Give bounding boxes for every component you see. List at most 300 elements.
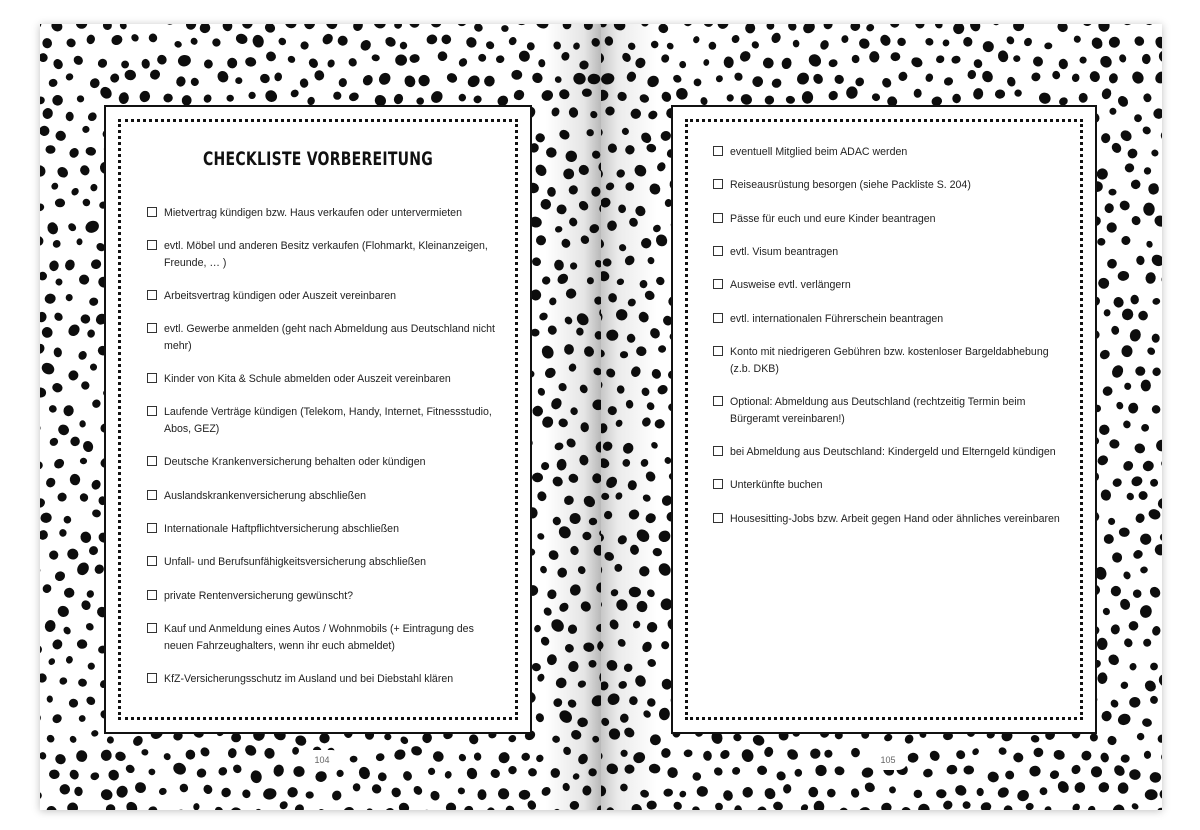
pattern-dot xyxy=(762,786,777,801)
pattern-dot xyxy=(833,73,845,85)
pattern-dot xyxy=(40,672,48,684)
checkbox[interactable] xyxy=(147,490,157,500)
pattern-dot xyxy=(683,24,692,27)
checkbox[interactable] xyxy=(147,590,157,600)
checkbox[interactable] xyxy=(147,456,157,466)
pattern-dot xyxy=(976,788,983,796)
pattern-dot xyxy=(601,24,608,29)
pattern-dot xyxy=(1079,56,1087,64)
pattern-dot xyxy=(972,57,984,69)
pattern-dot xyxy=(621,127,630,136)
pattern-dot xyxy=(227,58,238,69)
pattern-dot xyxy=(871,92,882,102)
pattern-dot xyxy=(645,73,661,89)
pattern-dot xyxy=(1148,585,1162,600)
pattern-dot xyxy=(1133,113,1143,123)
pattern-dot xyxy=(173,40,182,49)
pattern-dot xyxy=(90,258,103,270)
pattern-dot xyxy=(1081,24,1093,27)
pattern-dot xyxy=(658,707,670,721)
pattern-dot xyxy=(1154,543,1162,556)
checkbox[interactable] xyxy=(713,246,723,256)
pattern-dot xyxy=(997,49,1010,63)
pattern-dot xyxy=(548,297,557,307)
pattern-dot xyxy=(554,676,569,690)
checkbox[interactable] xyxy=(147,523,157,533)
book-spread xyxy=(40,24,1162,810)
pattern-dot xyxy=(1111,325,1120,335)
pattern-dot xyxy=(533,162,548,178)
pattern-dot xyxy=(649,734,661,746)
pattern-dot xyxy=(552,40,562,50)
checkbox[interactable] xyxy=(713,179,723,189)
pattern-dot xyxy=(935,54,946,64)
pattern-dot xyxy=(740,747,756,764)
pattern-dot xyxy=(114,750,127,762)
pattern-dot xyxy=(303,24,315,30)
pattern-dot xyxy=(118,92,130,105)
checkbox[interactable] xyxy=(147,556,157,566)
pattern-dot xyxy=(1128,696,1141,708)
pattern-dot xyxy=(1118,782,1129,794)
pattern-dot xyxy=(880,76,893,89)
pattern-dot xyxy=(78,492,90,504)
pattern-dot xyxy=(262,787,277,801)
pattern-dot xyxy=(478,54,486,62)
pattern-dot xyxy=(330,789,343,802)
pattern-dot xyxy=(222,24,233,32)
pattern-dot xyxy=(63,258,76,272)
checklist-item-label: Unterkünfte buchen xyxy=(730,479,823,491)
pattern-dot xyxy=(650,367,663,380)
pattern-dot xyxy=(40,790,43,801)
pattern-dot xyxy=(1147,508,1162,522)
pattern-dot xyxy=(672,73,683,84)
pattern-dot xyxy=(235,32,249,45)
pattern-dot xyxy=(878,33,892,48)
pattern-dot xyxy=(96,57,109,70)
pattern-dot xyxy=(579,599,593,613)
pattern-dot xyxy=(601,168,604,180)
pattern-dot xyxy=(580,422,589,433)
pattern-dot xyxy=(584,24,593,30)
pattern-dot xyxy=(542,606,553,617)
pattern-dot xyxy=(1087,805,1097,810)
pattern-dot xyxy=(714,74,724,84)
pattern-dot xyxy=(40,387,47,399)
pattern-dot xyxy=(646,143,658,154)
pattern-dot xyxy=(1012,751,1025,763)
pattern-dot xyxy=(1103,533,1115,545)
pattern-dot xyxy=(48,260,60,273)
pattern-dot xyxy=(456,24,468,27)
pattern-dot xyxy=(636,600,649,613)
pattern-dot xyxy=(702,24,716,29)
pattern-dot xyxy=(655,275,666,286)
pattern-dot xyxy=(496,786,512,802)
pattern-dot xyxy=(654,232,669,248)
checkbox[interactable] xyxy=(713,396,723,406)
pattern-dot xyxy=(1145,789,1158,800)
page-number-left: 104 xyxy=(302,750,342,770)
pattern-dot xyxy=(540,414,555,429)
pattern-dot xyxy=(813,763,828,778)
pattern-dot xyxy=(251,34,265,49)
checkbox[interactable] xyxy=(147,207,157,217)
pattern-dot xyxy=(47,549,60,562)
pattern-dot xyxy=(250,769,263,784)
checkbox[interactable] xyxy=(713,513,723,523)
pattern-dot xyxy=(582,345,595,359)
pattern-dot xyxy=(601,640,604,651)
pattern-dot xyxy=(534,132,545,143)
pattern-dot xyxy=(745,24,756,34)
pattern-dot xyxy=(657,24,670,35)
checkbox[interactable] xyxy=(147,623,157,633)
pattern-dot xyxy=(465,766,478,780)
pattern-dot xyxy=(718,748,731,761)
pattern-dot xyxy=(764,95,775,106)
pattern-dot xyxy=(131,734,145,748)
pattern-dot xyxy=(393,24,403,30)
pattern-dot xyxy=(326,58,336,68)
pattern-dot xyxy=(68,768,80,781)
pattern-dot xyxy=(472,94,482,104)
pattern-dot xyxy=(540,344,556,361)
pattern-dot xyxy=(623,254,637,268)
pattern-dot xyxy=(631,750,646,765)
pattern-dot xyxy=(620,51,632,63)
pattern-dot xyxy=(264,50,278,63)
pattern-dot xyxy=(119,24,128,30)
pattern-dot xyxy=(567,183,580,196)
pattern-dot xyxy=(533,624,542,633)
checklist-item-label: Reiseausrüstung besorgen (siehe Packliste S. 204) xyxy=(730,179,971,191)
checkbox[interactable] xyxy=(147,373,157,383)
pattern-dot xyxy=(980,801,993,810)
pattern-dot xyxy=(565,437,578,450)
pattern-dot xyxy=(65,801,80,810)
pattern-dot xyxy=(577,717,588,727)
pattern-dot xyxy=(645,588,656,599)
pattern-dot xyxy=(1090,733,1098,741)
pattern-dot xyxy=(526,41,536,51)
pattern-dot xyxy=(1037,90,1053,105)
pattern-dot xyxy=(1015,788,1031,803)
checklist-item-label: evtl. Möbel und anderen Besitz verkaufen (Flohmarkt, Kleinanzeigen, Freunde, … ) xyxy=(164,240,488,269)
pattern-dot xyxy=(933,24,944,30)
pattern-dot xyxy=(532,473,543,483)
pattern-dot xyxy=(79,420,86,427)
pattern-dot xyxy=(121,60,130,69)
pattern-dot xyxy=(888,24,901,30)
pattern-dot xyxy=(530,71,544,85)
pattern-dot xyxy=(148,68,162,82)
pattern-dot xyxy=(516,24,527,25)
pattern-dot xyxy=(616,278,625,286)
pattern-dot xyxy=(550,106,561,117)
pattern-dot xyxy=(549,396,564,411)
pattern-dot xyxy=(184,24,197,31)
pattern-dot xyxy=(40,608,41,618)
pattern-dot xyxy=(625,70,637,83)
pattern-dot xyxy=(1118,128,1133,143)
pattern-dot xyxy=(48,769,60,780)
pattern-dot xyxy=(46,221,60,236)
pattern-dot xyxy=(78,273,90,285)
pattern-dot xyxy=(756,805,767,810)
pattern-dot xyxy=(335,768,345,778)
pattern-dot xyxy=(582,785,592,796)
pattern-dot xyxy=(555,272,570,286)
pattern-dot xyxy=(624,764,635,774)
pattern-dot xyxy=(1124,162,1135,173)
pattern-dot xyxy=(457,787,465,795)
pattern-dot xyxy=(217,765,229,777)
pattern-dot xyxy=(794,769,802,777)
pattern-dot xyxy=(601,196,612,209)
pattern-dot xyxy=(811,72,825,86)
pattern-dot xyxy=(751,733,766,748)
pattern-dot xyxy=(627,508,641,522)
pattern-dot xyxy=(76,750,87,762)
pattern-dot xyxy=(74,786,83,796)
pattern-dot xyxy=(712,766,724,778)
pattern-dot xyxy=(77,639,88,649)
checkbox[interactable] xyxy=(713,346,723,356)
pattern-dot xyxy=(806,52,823,69)
pattern-dot xyxy=(377,71,393,87)
pattern-dot xyxy=(1071,73,1080,82)
pattern-dot xyxy=(1048,769,1060,781)
checkbox[interactable] xyxy=(147,323,157,333)
pattern-dot xyxy=(770,31,783,44)
pattern-dot xyxy=(741,785,755,799)
checklist-item-label: Unfall- und Berufsunfähigkeitsversicherung abschließen xyxy=(164,556,427,568)
pattern-dot xyxy=(40,713,42,722)
pattern-dot xyxy=(124,69,136,80)
pattern-dot xyxy=(1118,199,1132,212)
pattern-dot xyxy=(652,223,663,234)
pattern-dot xyxy=(41,582,53,594)
pattern-dot xyxy=(730,33,741,44)
pattern-dot xyxy=(854,76,866,88)
pattern-dot xyxy=(440,33,453,46)
checkbox[interactable] xyxy=(147,673,157,683)
pattern-dot xyxy=(589,110,599,120)
pattern-dot xyxy=(569,261,579,271)
pattern-dot xyxy=(219,786,232,799)
pattern-dot xyxy=(552,696,564,708)
pattern-dot xyxy=(85,589,95,599)
checklist-item-label: eventuell Mitglied beim ADAC werden xyxy=(730,146,908,158)
pattern-dot xyxy=(645,696,657,708)
checkbox[interactable] xyxy=(147,406,157,416)
pattern-dot xyxy=(849,24,862,33)
pattern-dot xyxy=(1121,235,1131,245)
pattern-dot xyxy=(907,752,919,763)
pattern-dot xyxy=(81,197,92,208)
pattern-dot xyxy=(1109,698,1120,709)
pattern-dot xyxy=(507,765,518,776)
pattern-dot xyxy=(1090,36,1105,51)
pattern-dot xyxy=(590,37,601,49)
pattern-dot xyxy=(40,124,51,138)
pattern-dot xyxy=(1141,459,1155,473)
pattern-dot xyxy=(601,50,606,66)
pattern-dot xyxy=(278,800,289,810)
pattern-dot xyxy=(1150,148,1159,157)
pattern-dot xyxy=(646,256,655,265)
pattern-dot xyxy=(601,785,606,797)
pattern-dot xyxy=(1141,125,1152,136)
checklist-item-label: evtl. Visum beantragen xyxy=(730,246,839,258)
pattern-dot xyxy=(1122,419,1132,429)
pattern-dot xyxy=(375,752,386,762)
pattern-dot xyxy=(639,279,648,288)
pattern-dot xyxy=(58,528,67,537)
pattern-dot xyxy=(1132,548,1144,560)
checkbox[interactable] xyxy=(713,279,723,289)
pattern-dot xyxy=(577,199,590,212)
pattern-dot xyxy=(1122,637,1134,649)
pattern-dot xyxy=(91,508,102,518)
pattern-dot xyxy=(642,709,652,719)
pattern-dot xyxy=(616,384,626,394)
pattern-dot xyxy=(850,747,860,758)
pattern-dot xyxy=(80,599,93,612)
pattern-dot xyxy=(175,808,186,810)
pattern-dot xyxy=(1146,346,1157,356)
pattern-dot xyxy=(672,800,684,810)
pattern-dot xyxy=(709,42,717,50)
pattern-dot xyxy=(40,236,44,246)
checkbox[interactable] xyxy=(713,313,723,323)
pattern-dot xyxy=(1150,695,1159,704)
pattern-dot xyxy=(418,74,431,87)
pattern-dot xyxy=(592,366,601,376)
pattern-dot xyxy=(606,220,618,232)
pattern-dot xyxy=(660,640,670,650)
pattern-dot xyxy=(333,91,342,100)
pattern-dot xyxy=(1159,129,1162,142)
pattern-dot xyxy=(1033,747,1044,758)
checkbox[interactable] xyxy=(147,240,157,250)
pattern-dot xyxy=(1125,491,1135,501)
pattern-dot xyxy=(47,695,53,702)
pattern-dot xyxy=(1122,24,1135,27)
pattern-dot xyxy=(40,581,41,595)
pattern-dot xyxy=(202,783,214,796)
pattern-dot xyxy=(1121,459,1135,473)
pattern-dot xyxy=(888,786,896,794)
pattern-dot xyxy=(945,764,958,776)
pattern-dot xyxy=(77,349,89,361)
checklist-item-label: Internationale Haftpflichtversicherung abschließen xyxy=(164,523,399,535)
pattern-dot xyxy=(43,619,56,633)
pattern-dot xyxy=(799,803,809,810)
pattern-dot xyxy=(40,512,52,524)
pattern-dot xyxy=(639,458,649,469)
pattern-dot xyxy=(839,807,849,810)
pattern-dot xyxy=(750,40,760,50)
pattern-dot xyxy=(115,784,130,800)
pattern-dot xyxy=(1158,49,1162,63)
pattern-dot xyxy=(395,54,408,66)
pattern-dot xyxy=(914,790,923,798)
page-number-right: 105 xyxy=(868,750,908,770)
checkbox[interactable] xyxy=(713,213,723,223)
pattern-dot xyxy=(84,622,95,633)
checklist-item-label: Optional: Abmeldung aus Deutschland (rechtzeitig Termin beim Bürgeramt vereinbaren!) xyxy=(730,396,1026,425)
pattern-dot xyxy=(258,72,271,85)
pattern-dot xyxy=(1138,532,1153,547)
pattern-dot xyxy=(1152,107,1162,121)
pattern-dot xyxy=(1124,382,1132,390)
pattern-dot xyxy=(214,805,225,810)
pattern-dot xyxy=(622,726,636,740)
pattern-dot xyxy=(521,752,531,761)
pattern-dot xyxy=(850,787,860,798)
pattern-dot xyxy=(75,24,88,30)
pattern-dot xyxy=(1142,638,1152,648)
pattern-dot xyxy=(421,808,432,810)
pattern-dot xyxy=(572,772,581,781)
pattern-dot xyxy=(713,801,724,810)
pattern-dot xyxy=(582,532,591,541)
pattern-dot xyxy=(215,69,230,84)
pattern-dot xyxy=(299,40,309,50)
pattern-dot xyxy=(540,785,553,798)
pattern-dot xyxy=(1138,604,1153,620)
pattern-dot xyxy=(1044,42,1053,50)
pattern-dot xyxy=(65,655,74,664)
pattern-dot xyxy=(568,583,582,598)
checkbox[interactable] xyxy=(713,479,723,489)
checkbox[interactable] xyxy=(713,146,723,156)
pattern-dot xyxy=(138,90,151,104)
pattern-dot xyxy=(1140,423,1150,433)
pattern-dot xyxy=(40,496,47,509)
checkbox[interactable] xyxy=(713,446,723,456)
pattern-dot xyxy=(1142,54,1151,64)
checklist-item-label: Ausweise evtl. verlängern xyxy=(730,279,851,291)
pattern-dot xyxy=(1127,402,1139,415)
pattern-dot xyxy=(177,54,192,68)
pattern-dot xyxy=(1052,749,1065,761)
pattern-dot xyxy=(198,24,213,35)
pattern-dot xyxy=(628,586,641,598)
pattern-dot xyxy=(292,765,305,778)
pattern-dot xyxy=(68,146,81,159)
pattern-dot xyxy=(1070,763,1083,776)
pattern-dot xyxy=(155,53,168,66)
checklist-card-right xyxy=(671,105,1097,734)
pattern-dot xyxy=(437,50,449,62)
pattern-dot xyxy=(1150,252,1162,268)
pattern-dot xyxy=(627,480,637,491)
pattern-dot xyxy=(547,187,556,198)
pattern-dot xyxy=(1121,345,1132,357)
pattern-dot xyxy=(588,222,601,234)
checklist-item-label: Kinder von Kita & Schule abmelden oder Auszeit vereinbaren xyxy=(164,373,451,385)
pattern-dot xyxy=(621,441,635,456)
checkbox[interactable] xyxy=(147,290,157,300)
pattern-dot xyxy=(101,24,113,32)
pattern-dot xyxy=(65,293,74,302)
pattern-dot xyxy=(82,440,95,454)
pattern-dot xyxy=(801,24,817,36)
